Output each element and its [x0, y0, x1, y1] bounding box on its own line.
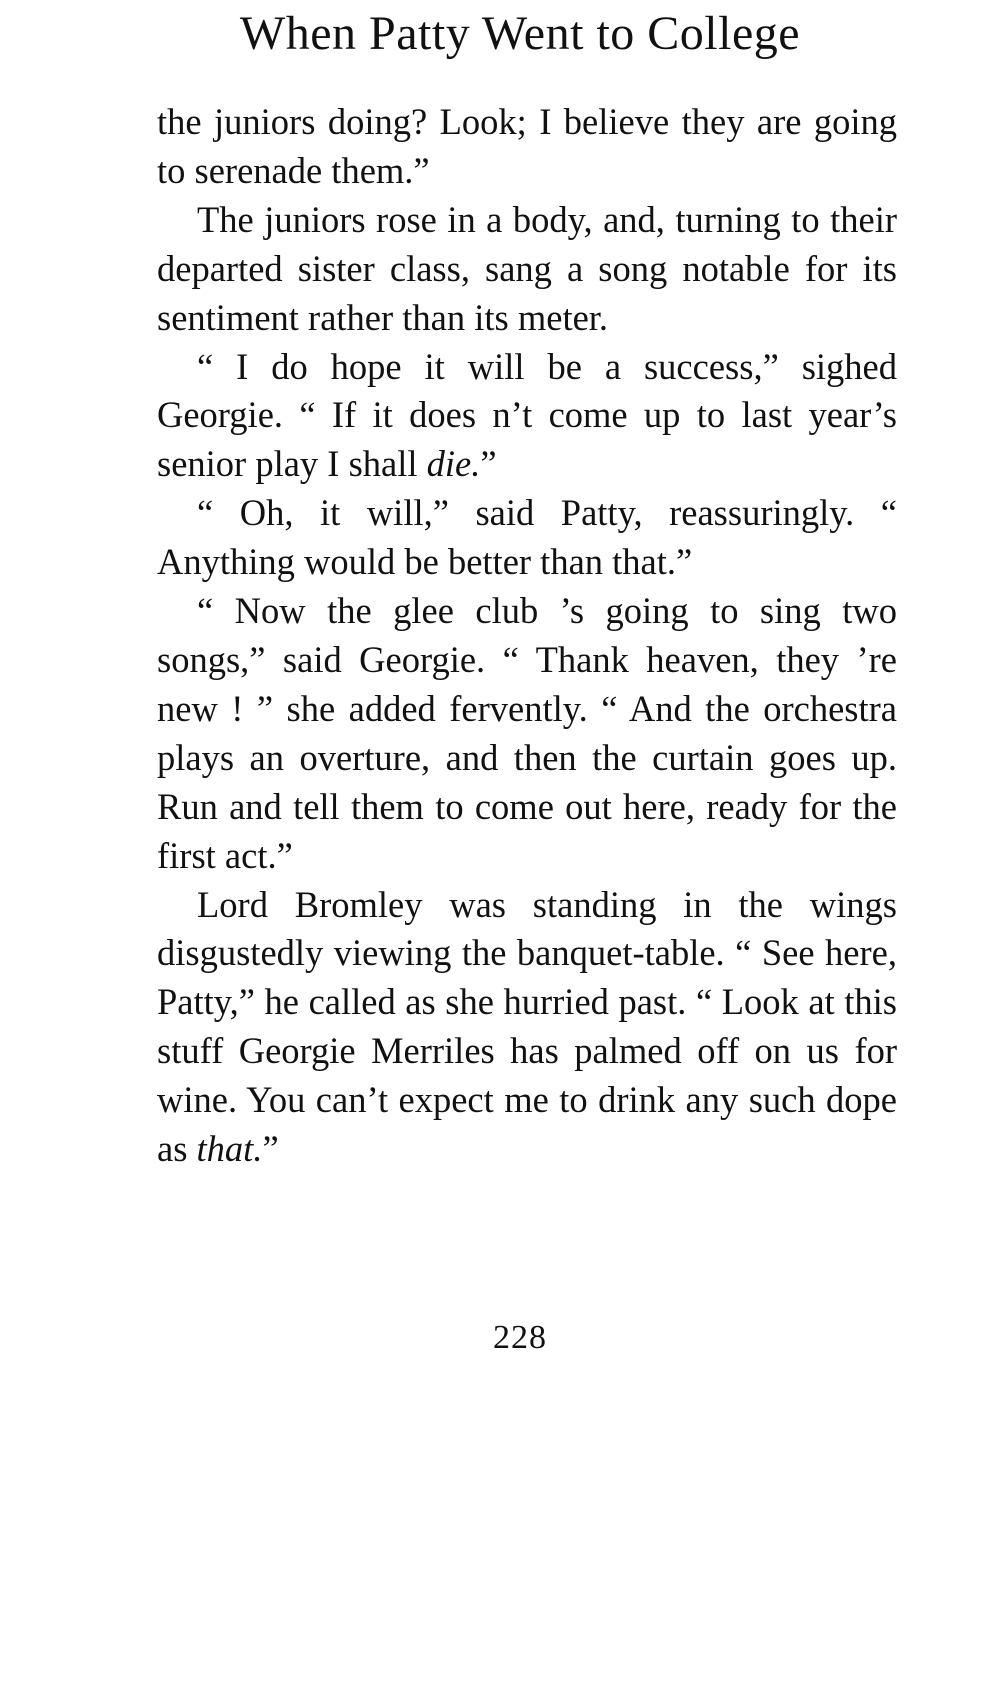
paragraph-text: ”	[262, 1128, 279, 1170]
paragraph	[157, 98, 897, 196]
paragraph-text: the juniors doing? Look; I believe they are going to serenade them.”	[157, 101, 897, 191]
page-number: 228	[493, 1319, 547, 1356]
paragraph	[157, 196, 897, 343]
italic-emphasis: that.	[196, 1128, 263, 1170]
paragraph-text: “ Oh, it will,” said Patty, reassuringly. “ Anything would be better than that.”	[157, 492, 897, 583]
paragraph	[157, 587, 897, 880]
paragraph-text: Lord Bromley was standing in the wings disgustedly viewing the banquet-table. “ See here, Patty,” he called as she hurried past. “ Look at this stuff Georgie Merriles has palmed off on us for wine. You can’t expect me to drink any such dope as	[157, 883, 897, 1170]
paragraph-text: “ I do hope it will be a success,” sighed Georgie. “ If it does n’t come up to last year’s senior play I shall	[157, 345, 897, 485]
italic-emphasis: die.	[426, 443, 481, 485]
paragraph-text: The juniors rose in a body, and, turning to their departed sister class, sang a song notable for its sentiment rather than its meter.	[157, 198, 897, 338]
paragraph	[157, 489, 897, 587]
paragraph	[157, 881, 897, 1174]
paragraph	[157, 343, 897, 490]
body-text	[157, 98, 897, 1174]
paragraph-text: ”	[480, 443, 497, 485]
paragraph-text: “ Now the glee club ’s going to sing two songs,” said Georgie. “ Thank heaven, they ’re new ! ” she added fervently. “ And the orchestra plays an overture, and then the curtain goes up. Run and tell them to come out here, ready for the first act.”	[157, 590, 897, 876]
running-head: When Patty Went to College	[239, 7, 801, 60]
